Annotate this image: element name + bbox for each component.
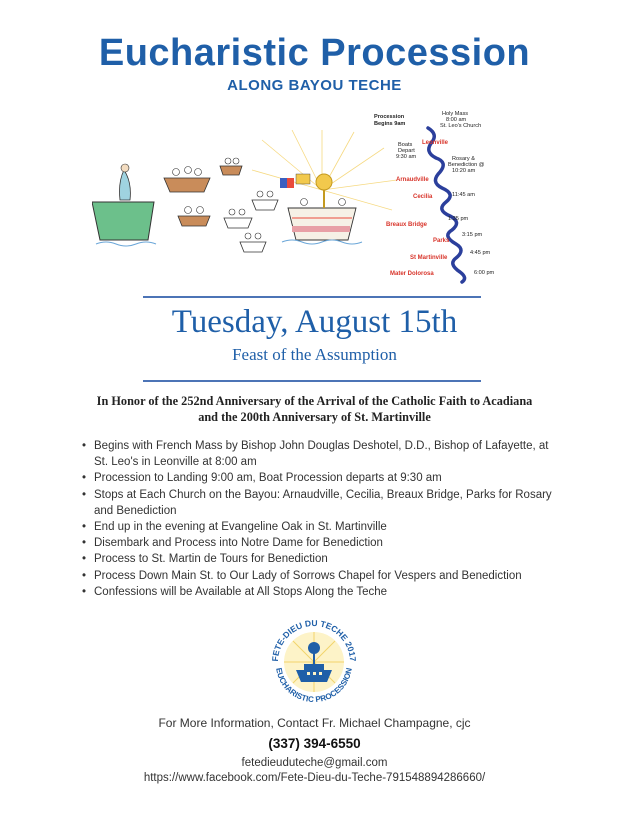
schedule-list xyxy=(82,438,552,600)
page-title: Eucharistic Procession xyxy=(98,32,531,74)
map-boats-label-2: Depart xyxy=(398,148,415,154)
list-item: • End up in the evening at Evangeline Oak in St. Martinville xyxy=(82,519,552,535)
map-stop-mater-dolorosa: Mater Dolorosa xyxy=(390,271,434,277)
list-item: • Process to St. Martin de Tours for Benediction xyxy=(82,551,552,567)
honor-statement xyxy=(40,393,589,425)
divider-top xyxy=(143,296,481,298)
page-subtitle: ALONG BAYOU TECHE xyxy=(227,77,402,94)
map-start-label-2: Begins 9am xyxy=(374,121,406,127)
map-stop-arnaudville: Arnaudville xyxy=(396,177,429,183)
map-start-label-1: Procession xyxy=(374,114,405,120)
list-item: • Disembark and Process into Notre Dame for Benediction xyxy=(82,535,552,551)
map-time-cecilia: 11:45 am xyxy=(452,192,475,198)
boat-procession-illustration xyxy=(92,130,402,280)
map-time-breaux-bridge: 1:35 pm xyxy=(448,216,469,222)
contact-info: For More Information, Contact Fr. Michael Champagne, cjc xyxy=(158,716,471,730)
map-mass-label-3: St. Leo's Church xyxy=(440,123,482,129)
list-item: • Process Down Main St. to Our Lady of Sorrows Chapel for Vespers and Benediction xyxy=(82,568,552,584)
map-time-st-martinville: 4:45 pm xyxy=(470,250,491,256)
map-stop-leonville: Leonville xyxy=(422,140,449,146)
map-mass-label-1: Holy Mass xyxy=(442,111,469,117)
map-stop-breaux-bridge: Breaux Bridge xyxy=(386,222,428,228)
map-boats-label-3: 9:30 am xyxy=(396,154,417,160)
map-stop-cecilia: Cecilia xyxy=(413,194,433,200)
facebook-link[interactable]: https://www.facebook.com/Fete-Dieu-du-Teche-791548894286660/ xyxy=(143,772,486,784)
email-link[interactable]: fetedieuduteche@gmail.com xyxy=(241,757,388,769)
logo-top-text: FETE-DIEU DU TECHE 2017 xyxy=(269,617,359,662)
map-boats-label-1: Boats xyxy=(398,142,413,148)
event-date: Tuesday, August 15th xyxy=(171,304,458,340)
map-rosary-label-1: Rosary & xyxy=(452,156,476,162)
list-item: • Begins with French Mass by Bishop John Douglas Deshotel, D.D., Bishop of Lafayette, at St. Leo's in Leonville at 8:00 am xyxy=(82,438,552,470)
map-rosary-label-3: 10:20 am xyxy=(452,168,476,174)
list-item: • Stops at Each Church on the Bayou: Arnaudville, Cecilia, Breaux Bridge, Parks for Rosary and Benediction xyxy=(82,487,552,519)
list-item: • Confessions will be Available at All Stops Along the Teche xyxy=(82,584,552,600)
map-stop-st-martinville: St Martinville xyxy=(410,255,448,261)
feast-name: Feast of the Assumption xyxy=(232,345,397,364)
map-stop-parks: Parks xyxy=(433,238,450,244)
list-item: • Procession to Landing 9:00 am, Boat Procession departs at 9:30 am xyxy=(82,470,552,486)
route-map xyxy=(366,106,526,284)
fete-dieu-logo xyxy=(264,612,364,712)
honor-line-1: In Honor of the 252nd Anniversary of the Arrival of the Catholic Faith to Acadiana xyxy=(96,394,533,408)
divider-bottom xyxy=(143,380,481,382)
logo-bottom-text: EUCHARISTIC PROCESSION xyxy=(274,667,354,705)
map-time-parks: 3:15 pm xyxy=(462,232,483,238)
map-mass-label-2: 8:00 am xyxy=(446,117,467,123)
map-time-mater-dolorosa: 6:00 pm xyxy=(474,270,495,276)
honor-line-2: and the 200th Anniversary of St. Martinville xyxy=(198,410,431,424)
map-rosary-label-2: Benediction @ xyxy=(448,162,485,168)
phone-number[interactable]: (337) 394-6550 xyxy=(268,736,361,751)
